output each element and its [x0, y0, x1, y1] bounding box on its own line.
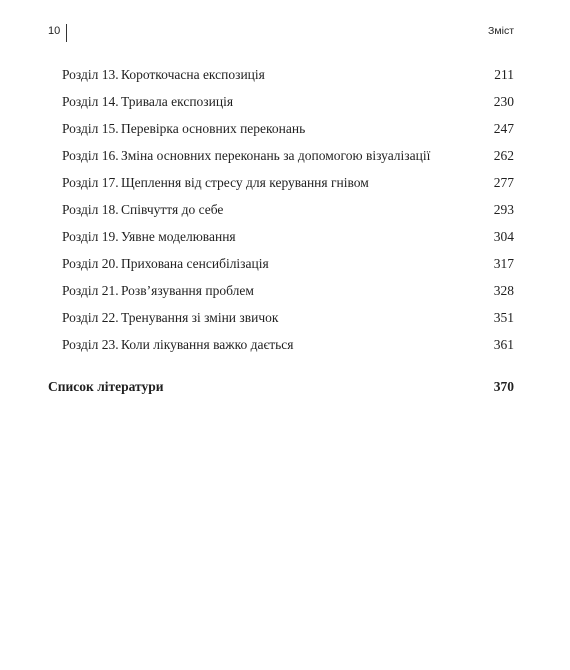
toc-page-number: 351 [493, 310, 514, 325]
toc-page-number: 361 [493, 337, 514, 352]
page-header [48, 24, 514, 44]
toc-page-number: 247 [493, 121, 514, 136]
toc-title: Розв’язування проблем [121, 283, 254, 298]
toc-entry [0, 331, 570, 358]
toc-chapter: Розділ 21. [62, 283, 119, 298]
toc-title: Прихована сенсибілізація [121, 256, 269, 271]
toc-entry [0, 115, 570, 142]
toc-page-number: 328 [493, 283, 514, 298]
toc-entry [0, 223, 570, 250]
toc-chapter: Розділ 23. [62, 337, 119, 352]
toc-entry [0, 196, 570, 223]
toc-entry [0, 169, 570, 196]
page-number: 10 [48, 25, 61, 37]
toc-entry [0, 277, 570, 304]
toc-page-number: 230 [493, 94, 514, 109]
toc-chapter: Розділ 14. [62, 94, 119, 109]
toc-entry [0, 250, 570, 277]
toc-page-number: 317 [493, 256, 514, 271]
toc-title: Тренування зі зміни звичок [121, 310, 279, 325]
toc-bibliography-entry [0, 373, 570, 400]
toc-chapter: Розділ 20. [62, 256, 119, 271]
bibliography-title: Список літератури [48, 379, 164, 394]
running-title: Зміст [488, 25, 514, 37]
toc-title: Співчуття до себе [121, 202, 224, 217]
toc-page-number: 304 [493, 229, 514, 244]
toc-title: Уявне моделювання [121, 229, 236, 244]
toc-title: Зміна основних переконань за допомогою візуалізації [121, 148, 431, 163]
toc-entry [0, 88, 570, 115]
toc-entry [0, 304, 570, 331]
bibliography-page-number: 370 [493, 379, 514, 394]
toc-chapter: Розділ 13. [62, 67, 119, 82]
header-divider [66, 24, 67, 42]
toc-title: Щеплення від стресу для керування гнівом [121, 175, 369, 190]
toc-page-number: 262 [493, 148, 514, 163]
toc-entry [0, 142, 570, 169]
toc-chapter: Розділ 18. [62, 202, 119, 217]
toc-chapter: Розділ 17. [62, 175, 119, 190]
toc-chapter: Розділ 19. [62, 229, 119, 244]
toc-chapter: Розділ 15. [62, 121, 119, 136]
toc-title: Короткочасна експозиція [121, 67, 265, 82]
toc-chapter: Розділ 16. [62, 148, 119, 163]
toc-entry [0, 61, 570, 88]
table-of-contents [0, 61, 570, 358]
toc-title: Перевірка основних переконань [121, 121, 306, 136]
toc-page-number: 293 [493, 202, 514, 217]
toc-chapter: Розділ 22. [62, 310, 119, 325]
toc-page-number: 211 [494, 67, 514, 82]
toc-title: Коли лікування важко дається [121, 337, 294, 352]
toc-page-number: 277 [493, 175, 514, 190]
toc-title: Тривала експозиція [121, 94, 234, 109]
